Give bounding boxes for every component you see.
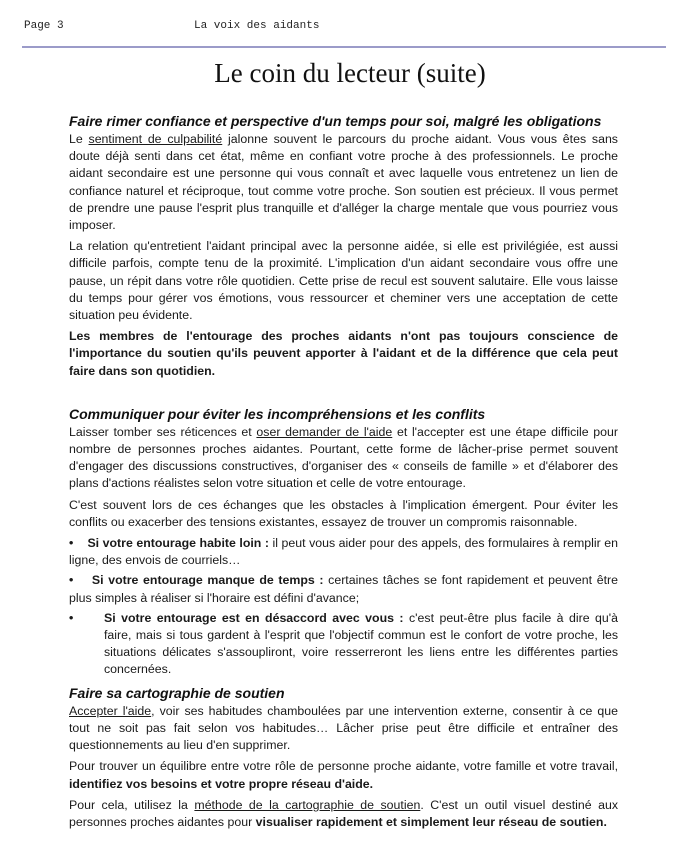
link-accepter-aide[interactable]: Accepter l'aide — [69, 703, 152, 718]
paragraph: Accepter l'aide, voir ses habitudes chamboulées par une intervention externe, consentir à ce que tout ne soit pas fait selon vos habitudes… Lâcher prise peut être difficile et entraîner des questionnements au lieu d'en supprimer. — [69, 703, 619, 753]
bullet: • — [69, 573, 74, 588]
paragraph: Pour cela, utilisez la méthode de la cartographie de soutien. C'est un outil visuel destiné aux personnes proches aidantes pour visualiser rapidement et simplement leur réseau de soutien. — [69, 797, 618, 829]
link-sentiment-culpabilite[interactable]: sentiment de culpabilité — [88, 132, 223, 146]
section-heading-confiance: Faire rimer confiance et perspective d'un temps pour soi, malgré les obligations — [69, 113, 602, 129]
article-body — [69, 112, 618, 835]
list-item: • Si votre entourage est en désaccord avec vous : c'est peut-être plus facile à dire qu'à faire, mais si tous gardent à l'esprit que l'objectif commun est le confort de votre proche, les situations délicates s'assoupliront, voire resserreront les liens entre les différentes parties concernées. — [69, 610, 618, 677]
list-item: • Si votre entourage manque de temps : certaines tâches se font rapidement et peuvent être plus simples à réaliser si l'horaire est défini d'avance; — [69, 573, 619, 605]
bullet: • — [69, 610, 74, 625]
bullet: • — [69, 536, 74, 551]
link-oser-demander-aide[interactable]: oser demander de l'aide — [256, 424, 393, 439]
page-title: Le coin du lecteur (suite) — [214, 58, 486, 88]
list-item: • Si votre entourage habite loin : il peut vous aider pour des appels, des formulaires à remplir en ligne, des envois de courriels… — [69, 536, 618, 568]
page-number: Page 3 — [24, 20, 64, 32]
publication-title: La voix des aidants — [194, 20, 320, 32]
page-header — [22, 18, 666, 48]
section-spacer — [69, 384, 618, 405]
section-heading-communiquer: Communiquer pour éviter les incompréhensions et les conflits — [69, 405, 486, 422]
paragraph: Pour trouver un équilibre entre votre rôle de personne proche aidante, votre famille et votre travail, identifiez vos besoins et votre propre réseau d'aide. — [69, 759, 618, 791]
paragraph: Laisser tomber ses réticences et oser demander de l'aide et l'accepter est une étape difficile pour nombre de personnes proches aidantes. Pourtant, cette forme de lâcher-prise permet souvent d'engager des discussions constructives, d'organiser des « conseils de famille » et d'élaborer des plans d'actions réalistes selon votre situation et celle de votre entourage. — [69, 424, 618, 491]
paragraph: Le sentiment de culpabilité jalonne souvent le parcours du proche aidant. Vous vous êtes sans doute déjà senti dans cet état, même en confiant votre proche à des professionnels. Le proche aidant secondaire est une personne qui vous connaît et avec laquelle vous entretenez un lien de confiance naturel et réciproque, tout comme votre proche. Son soutien est précieux. Il vous permet de prendre une pause l'esprit plus tranquille et d'alléger la charge mentale que vous pourriez vous imposer. — [69, 132, 618, 233]
paragraph: C'est souvent lors de ces échanges que les obstacles à l'implication émergent. Pour éviter les conflits ou exacerber des tensions existantes, essayez de trouver un compromis raisonnable. — [69, 497, 618, 529]
bold-paragraph: Les membres de l'entourage des proches aidants n'ont pas toujours conscience de l'importance du soutien qu'ils peuvent apporter à l'aidant et de la différence que cela peut faire dans son quotidien. — [69, 329, 618, 378]
bullet-list — [69, 535, 618, 679]
paragraph: La relation qu'entretient l'aidant principal avec la personne aidée, si elle est privilégiée, est aussi difficile parfois, compte tenu de la proximité. L'implication d'un aidant secondaire vous offre une pause, un répit dans votre rôle quotidien. Cette prise de recul est souvent salutaire. Elle vous laisse du temps pour gérer vos émotions, vous ressourcer et cheminer vers une acceptation de cette situation peu évidente. — [69, 239, 618, 323]
section-heading-cartographie: Faire sa cartographie de soutien — [69, 684, 285, 701]
link-methode-cartographie[interactable]: méthode de la cartographie de soutien — [194, 797, 421, 812]
